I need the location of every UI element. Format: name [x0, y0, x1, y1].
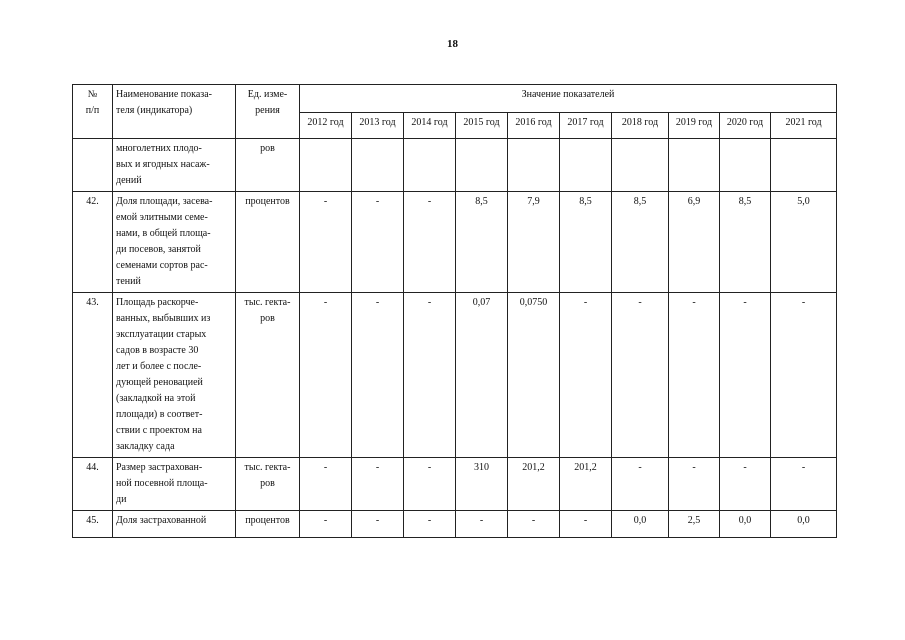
value-cell: - [771, 293, 837, 458]
unit-cell: тыс. гекта- ров [236, 293, 300, 458]
value-cell: - [300, 511, 352, 538]
value-cell: 8,5 [720, 192, 771, 293]
value-cell: 0,0 [720, 511, 771, 538]
value-cell: - [720, 293, 771, 458]
value-cell [720, 139, 771, 192]
value-cell: - [404, 458, 456, 511]
header-num: № п/п [73, 85, 113, 139]
row-number: 43. [73, 293, 113, 458]
indicators-table [72, 84, 837, 538]
value-cell: - [300, 458, 352, 511]
value-cell: - [404, 511, 456, 538]
header-row-top [73, 85, 837, 113]
header-year: 2018 год [612, 113, 669, 139]
value-cell: - [300, 293, 352, 458]
value-cell: - [669, 293, 720, 458]
value-cell: 2,5 [669, 511, 720, 538]
indicator-name: Доля застрахованной [113, 511, 236, 538]
value-cell [560, 139, 612, 192]
value-cell: - [456, 511, 508, 538]
value-cell: 201,2 [560, 458, 612, 511]
value-cell: - [404, 293, 456, 458]
indicator-name: Площадь раскорче- ванных, выбывших из эксплуатации старых садов в возрасте 30 лет и более с после- дующей реновацией (закладкой на этой площади) в соответ- ствии с проектом на закладку сада [113, 293, 236, 458]
value-cell [300, 139, 352, 192]
value-cell [352, 139, 404, 192]
header-unit: Ед. изме- рения [236, 85, 300, 139]
header-values-group: Значение показателей [300, 85, 837, 113]
page-number: 18 [447, 38, 458, 50]
value-cell: - [612, 458, 669, 511]
header-year: 2015 год [456, 113, 508, 139]
header-year: 2017 год [560, 113, 612, 139]
value-cell: - [352, 293, 404, 458]
indicator-name: Размер застрахован- ной посевной площа- ди [113, 458, 236, 511]
value-cell: - [560, 293, 612, 458]
value-cell: 8,5 [456, 192, 508, 293]
value-cell: - [612, 293, 669, 458]
value-cell: - [352, 458, 404, 511]
header-name: Наименование показа- теля (индикатора) [113, 85, 236, 139]
header-year: 2013 год [352, 113, 404, 139]
header-year: 2019 год [669, 113, 720, 139]
header-year: 2014 год [404, 113, 456, 139]
unit-cell: тыс. гекта- ров [236, 458, 300, 511]
value-cell: 0,0750 [508, 293, 560, 458]
value-cell [456, 139, 508, 192]
value-cell: 0,07 [456, 293, 508, 458]
value-cell [508, 139, 560, 192]
value-cell: - [352, 192, 404, 293]
value-cell: - [404, 192, 456, 293]
row-number: 42. [73, 192, 113, 293]
value-cell: 0,0 [612, 511, 669, 538]
value-cell: - [669, 458, 720, 511]
row-number: 44. [73, 458, 113, 511]
value-cell: 0,0 [771, 511, 837, 538]
table-row [73, 293, 837, 458]
value-cell: 7,9 [508, 192, 560, 293]
value-cell: - [352, 511, 404, 538]
value-cell: 8,5 [560, 192, 612, 293]
header-year: 2020 год [720, 113, 771, 139]
unit-cell: процентов [236, 511, 300, 538]
value-cell [404, 139, 456, 192]
value-cell: - [508, 511, 560, 538]
value-cell: - [771, 458, 837, 511]
value-cell: 310 [456, 458, 508, 511]
indicator-name: многолетних плодо- вых и ягодных насаж- дений [113, 139, 236, 192]
value-cell: - [560, 511, 612, 538]
unit-cell: процентов [236, 192, 300, 293]
value-cell: - [720, 458, 771, 511]
row-number: 45. [73, 511, 113, 538]
value-cell [612, 139, 669, 192]
row-number [73, 139, 113, 192]
value-cell [669, 139, 720, 192]
table-row [73, 458, 837, 511]
value-cell: 8,5 [612, 192, 669, 293]
table-row [73, 139, 837, 192]
table-row [73, 511, 837, 538]
value-cell: 6,9 [669, 192, 720, 293]
header-year: 2016 год [508, 113, 560, 139]
value-cell [771, 139, 837, 192]
unit-cell: ров [236, 139, 300, 192]
value-cell: - [300, 192, 352, 293]
indicator-name: Доля площади, засева- емой элитными семе- нами, в общей площа- ди посевов, занятой семенами сортов рас- тений [113, 192, 236, 293]
table-row [73, 192, 837, 293]
header-year: 2021 год [771, 113, 837, 139]
header-year: 2012 год [300, 113, 352, 139]
value-cell: 201,2 [508, 458, 560, 511]
value-cell: 5,0 [771, 192, 837, 293]
